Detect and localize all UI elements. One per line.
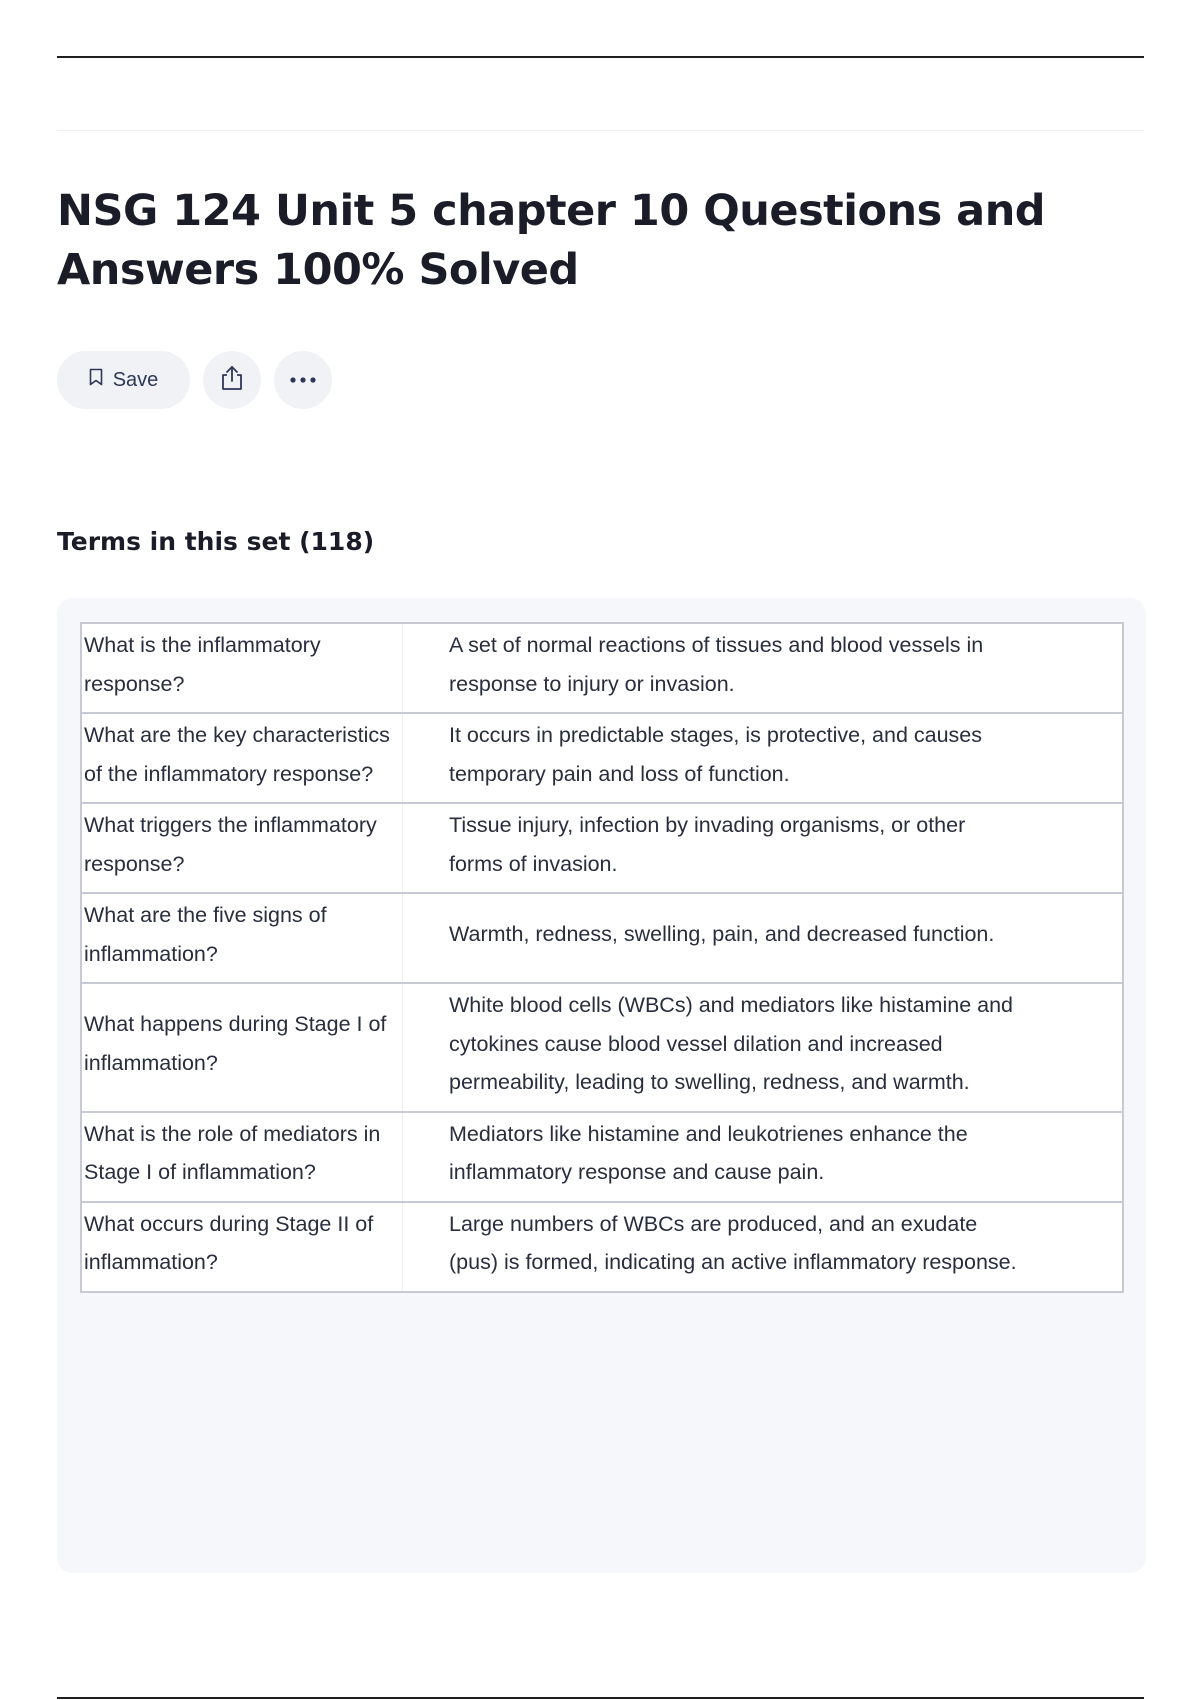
table-row [81, 623, 1123, 713]
save-button[interactable] [57, 351, 190, 409]
bottom-divider [57, 1697, 1144, 1699]
table-row [81, 713, 1123, 803]
table-row [81, 893, 1123, 983]
definition-cell: Tissue injury, infection by invading organisms, or other forms of invasion. [449, 813, 966, 876]
definition-cell: It occurs in predictable stages, is protective, and causes temporary pain and loss of function. [449, 723, 982, 786]
definition-cell: White blood cells (WBCs) and mediators like histamine and cytokines cause blood vessel dilation and increased permeability, leading to swelling, redness, and warmth. [449, 993, 1014, 1094]
terms-table [80, 622, 1124, 1293]
header-divider [57, 130, 1144, 131]
terms-heading: Terms in this set (118) [57, 527, 375, 556]
table-row [81, 983, 1123, 1112]
term-cell: What is the inflammatory response? [81, 623, 403, 713]
definition-cell: Large numbers of WBCs are produced, and an exudate (pus) is formed, indicating an active inflammatory response. [449, 1211, 1017, 1274]
share-icon [219, 364, 245, 397]
bookmark-icon [89, 368, 103, 392]
page-title: NSG 124 Unit 5 chapter 10 Questions and Answers 100% Solved [57, 186, 1046, 295]
term-cell: What happens during Stage I of inflammation? [81, 983, 403, 1112]
term-cell: What are the key characteristics of the inflammatory response? [81, 713, 403, 803]
more-options-button[interactable] [274, 351, 332, 409]
term-cell: What are the five signs of inflammation? [81, 893, 403, 983]
definition-cell: Warmth, redness, swelling, pain, and decreased function. [449, 922, 995, 947]
term-cell: What triggers the inflammatory response? [81, 803, 403, 893]
table-row [81, 803, 1123, 893]
term-cell: What is the role of mediators in Stage I of inflammation? [81, 1112, 403, 1202]
top-divider [57, 56, 1144, 58]
more-horizontal-icon [288, 371, 318, 389]
action-bar [57, 351, 332, 409]
definition-cell: Mediators like histamine and leukotrienes enhance the inflammatory response and cause pain. [449, 1121, 968, 1184]
definition-cell: A set of normal reactions of tissues and blood vessels in response to injury or invasion. [449, 633, 984, 696]
term-cell: What occurs during Stage II of inflammation? [81, 1202, 403, 1292]
save-label: Save [112, 368, 159, 391]
share-button[interactable] [203, 351, 261, 409]
table-row [81, 1112, 1123, 1202]
table-row [81, 1202, 1123, 1292]
